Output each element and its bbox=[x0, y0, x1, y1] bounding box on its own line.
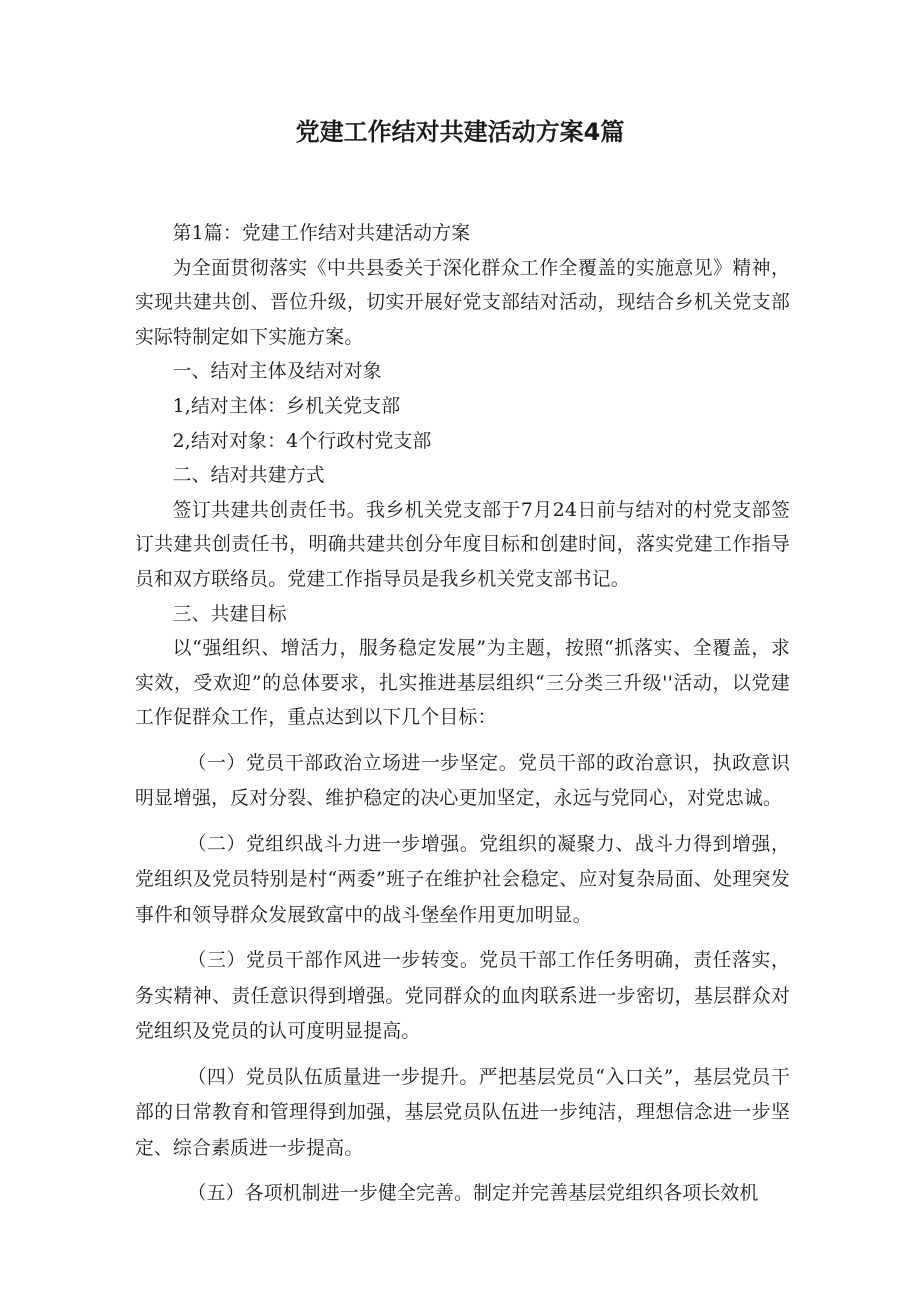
intro-paragraph: 为全面贯彻落实《中共县委关于深化群众工作全覆盖的实施意见》精神，实现共建共创、晋位升级，切实开展好党支部结对活动，现结合乡机关党支部实际特制定如下实施方案。 bbox=[135, 257, 790, 348]
section-heading-part1: 第1篇：党建工作结对共建活动方案 bbox=[172, 223, 471, 244]
goal-item-4: （四）党员队伍质量进一步提升。严把基层党员“入口关”，基层党员干部的日常教育和管理得到加强，基层党员队伍进一步纯洁，理想信念进一步坚定、综合素质进一步提高。 bbox=[135, 1066, 790, 1159]
section-heading-1: 一、结对主体及结对对象 bbox=[172, 361, 382, 383]
list-item-subject: 1,结对主体：乡机关党支部 bbox=[172, 395, 401, 417]
goal-item-1: （一）党员干部政治立场进一步坚定。党员干部的政治意识，执政意识明显增强，反对分裂、维护稳定的决心更加坚定，永远与党同心，对党忠诚。 bbox=[135, 752, 790, 810]
section-heading-2: 二、结对共建方式 bbox=[172, 465, 325, 487]
goals-intro-paragraph: 以“强组织、增活力，服务稳定发展”为主题，按照“抓落实、全覆盖，求实效，受欢迎”的总体要求，扎实推进基层组织“三分类三升级''活动，以党建工作促群众工作，重点达到以下几个目标： bbox=[135, 638, 790, 729]
goal-item-3: （三）党员干部作风进一步转变。党员干部工作任务明确，责任落实，务实精神、责任意识得到增强。党同群众的血肉联系进一步密切，基层群众对党组织及党员的认可度明显提高。 bbox=[135, 950, 790, 1043]
section-heading-3: 三、共建目标 bbox=[172, 603, 287, 625]
method-paragraph: 签订共建共创责任书。我乡机关党支部于7月24日前与结对的村党支部签订共建共创责任书，明确共建共创分年度目标和创建时间，落实党建工作指导员和双方联络员。党建工作指导员是我乡机关党支部书记。 bbox=[135, 499, 790, 590]
goal-item-5: （五）各项机制进一步健全完善。制定并完善基层党组织各项长效机 bbox=[187, 1183, 759, 1205]
document-title: 党建工作结对共建活动方案4篇 bbox=[295, 118, 625, 146]
document-body bbox=[135, 217, 790, 1212]
list-item-object: 2,结对对象：4个行政村党支部 bbox=[172, 430, 432, 452]
goal-item-2: （二）党组织战斗力进一步增强。党组织的凝聚力、战斗力得到增强，党组织及党员特别是村“两委”班子在维护社会稳定、应对复杂局面、处理突发事件和领导群众发展致富中的战斗堡垒作用更加明显。 bbox=[135, 833, 790, 926]
